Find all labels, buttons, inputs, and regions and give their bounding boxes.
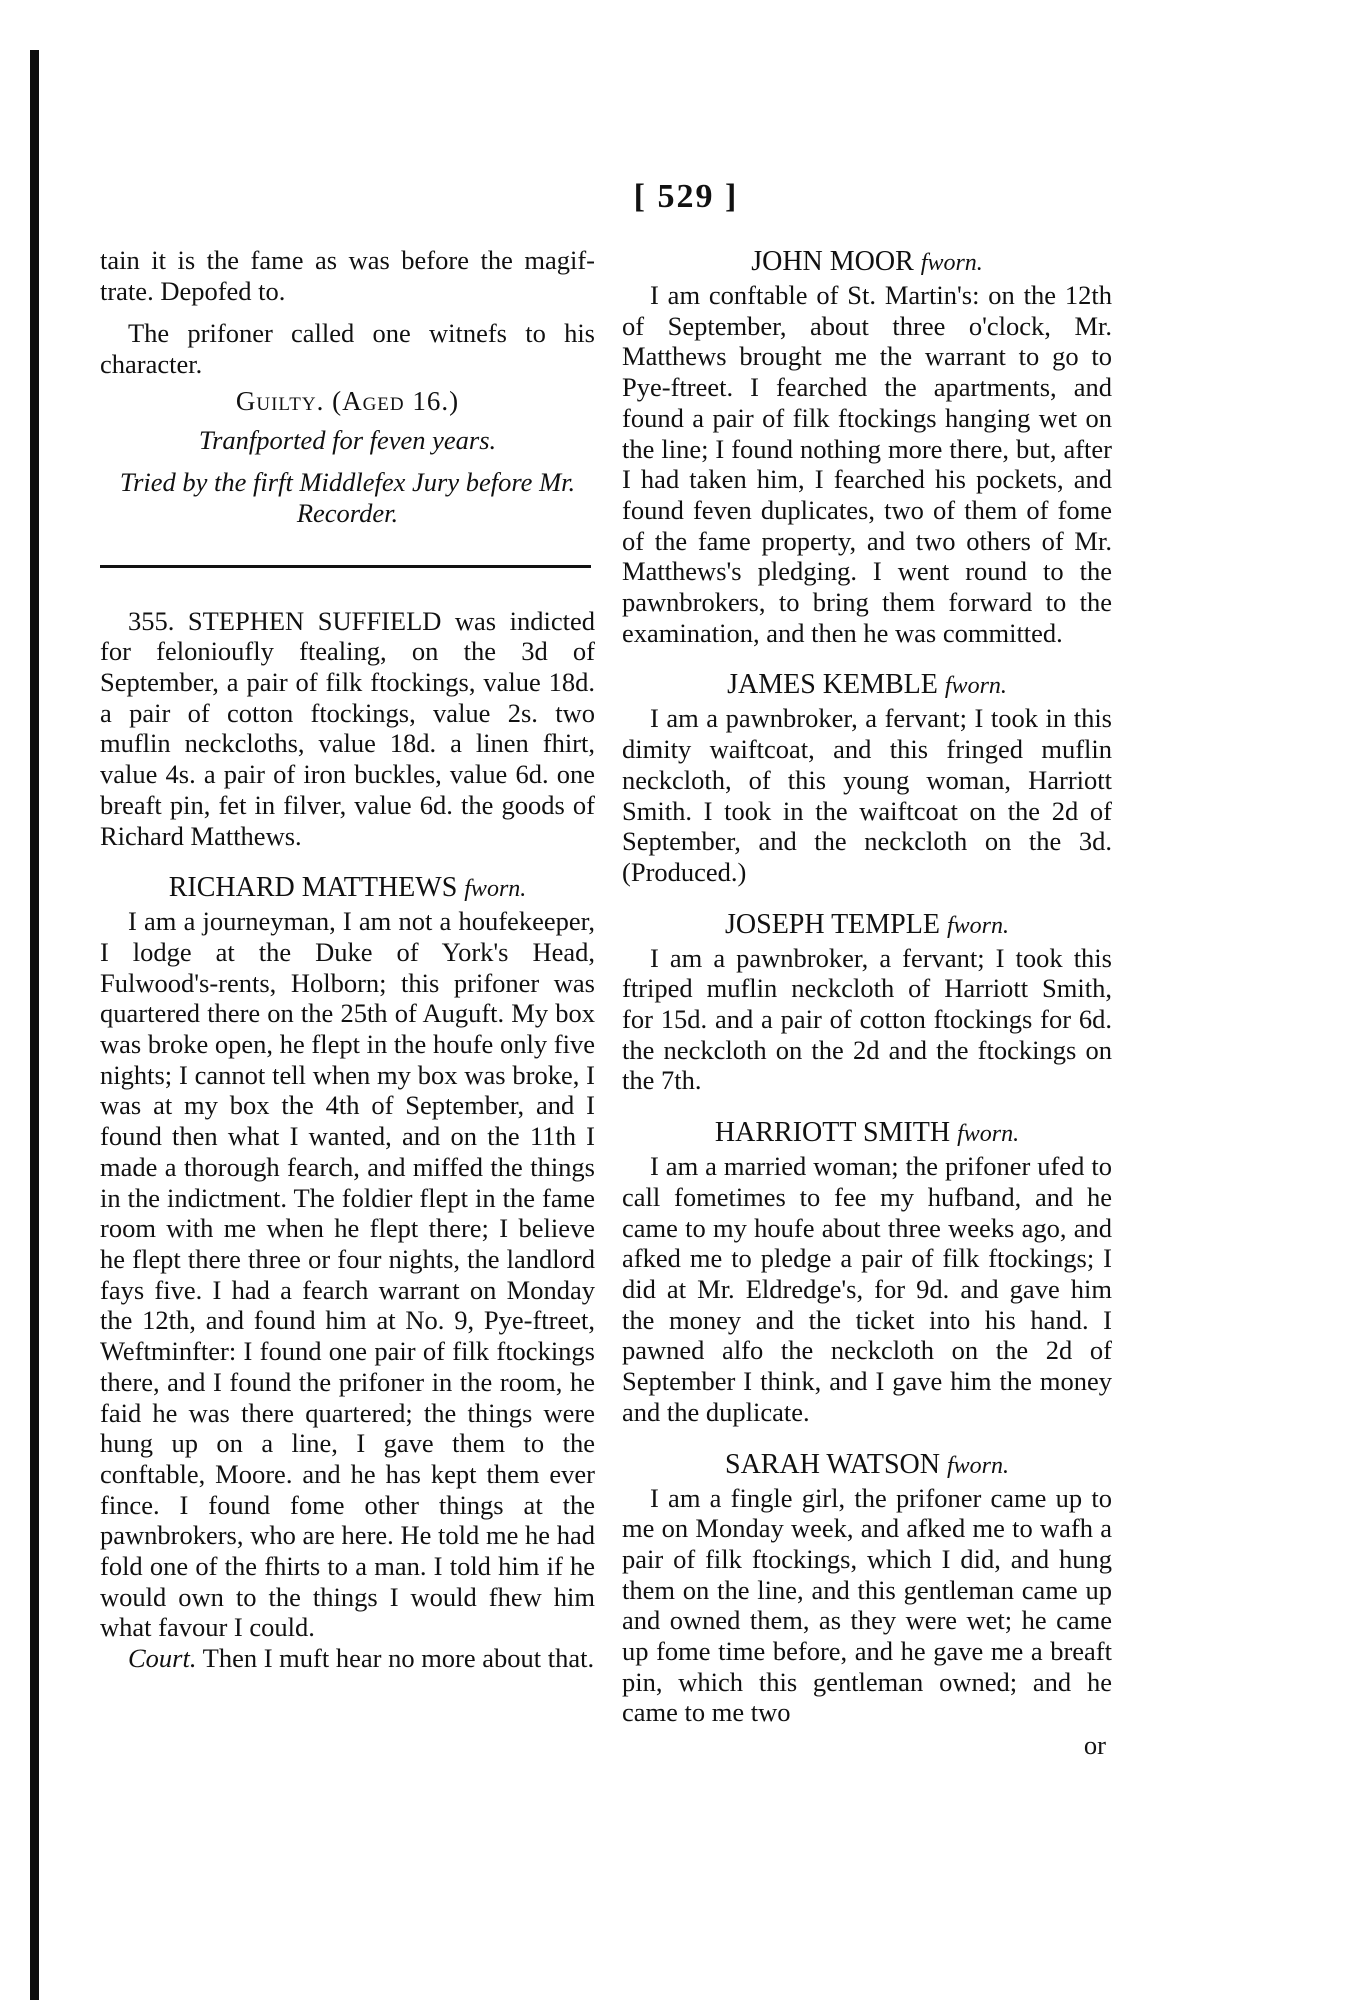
witness-name: RICHARD MATTHEWS — [168, 872, 458, 904]
court-label: Court. — [128, 1643, 197, 1674]
witness-heading-moor — [622, 245, 1112, 280]
left-column — [100, 245, 595, 1674]
verdict: Guilty. (Aged 16.) — [235, 385, 460, 416]
sworn-label: fworn. — [946, 912, 1009, 939]
sworn-label: fworn. — [957, 1121, 1020, 1148]
testimony-moor: I am conftable of St. Martin's: on the 12th of September, about three o'clock, Mr. Matthews brought me the warrant to go to Pye-ftreet. I fearched the apartments, and found a pair of filk ftockings hanging wet on the line; I found nothing more there, but, after I had taken him, I fearched his pockets, and found feven duplicates, two of them of fome of the fame property, and two others of Mr. Matthews's pledging. I went round to the pawnbrokers, to bring them forward to the examination, and then he was committed. — [622, 280, 1112, 648]
section-divider — [100, 565, 591, 568]
witness-heading-watson — [622, 1448, 1112, 1483]
testimony-watson: I am a fingle girl, the prifoner came up to me on Monday week, and afked me to wafh a pair of filk ftockings, which I did, and hung them on the line, and this gentleman came up and owned them, as they were wet; he came up fome time before, and he gave me a breaft pin, which this gentleman owned; and he came to me two — [622, 1482, 1112, 1728]
witness-name: HARRIOTT SMITH — [714, 1117, 951, 1149]
sworn-label: fworn. — [920, 250, 983, 276]
page-binding-edge — [30, 50, 39, 2000]
witness-heading-matthews — [100, 871, 595, 906]
sworn-label: fworn. — [946, 1452, 1009, 1479]
testimony-temple: I am a pawnbroker, a fervant; I took this ftriped muflin neckcloth of Harriott Smith, for 15d. and a pair of cotton ftockings for 6d. the neckcloth on the 2d and the ftockings on the 7th. — [622, 942, 1112, 1096]
witness-name: JOHN MOOR — [751, 246, 914, 277]
sworn-label: fworn. — [944, 673, 1007, 700]
court-text: Then I muft hear no more about that. — [202, 1643, 595, 1674]
page-number: [ 529 ] — [633, 178, 739, 215]
testimony-matthews: I am a journeyman, I am not a houfekeeper, I lodge at the Duke of York's Head, Fulwood's-rents, Holborn; this prifoner was quartered there on the 25th of Auguft. My box was broke open, he flept in the houfe only five nights; I cannot tell when my box was broke, I was at my box the 4th of September, and I found then what I wanted, and on the 11th I made a thorough fearch, and miffed the things in the indictment. The foldier flept in the fame room with me when he flept there; I believe he flept there three or four nights, the landlord fays five. I had a fearch warrant on Monday the 12th, and found him at No. 9, Pye-ftreet, Weftminfter: I found one pair of filk ftockings there, and I found the prifoner in the room, he faid he was there quartered; the things were hung up on a line, I gave them to the conftable, Moore. and he has kept them ever fince. I found fome other things at the pawnbrokers, who are here. He told me he had fold one of the fhirts to a man. I told him if he would own to the things I would fhew him what favour I could. — [100, 906, 595, 1643]
sworn-label: fworn. — [464, 876, 527, 903]
witness-heading-temple — [622, 908, 1112, 943]
case-indictment: 355. STEPHEN SUFFIELD was indicted for felonioufly ftealing, on the 3d of September, a pair of filk ftockings, value 18d. a pair of cotton ftockings, value 2s. two muflin neckcloths, value 18d. a linen fhirt, value 4s. a pair of iron buckles, value 6d. one breaft pin, fet in filver, value 6d. the goods of Richard Matthews. — [100, 605, 595, 851]
catchword: or — [1083, 1730, 1106, 1761]
trial-note: Tried by the firft Middlefex Jury before Mr. Recorder. — [119, 467, 576, 528]
witness-name: SARAH WATSON — [725, 1448, 940, 1480]
sentence: Tranfported for feven years. — [198, 424, 497, 455]
witness-heading-kemble — [622, 668, 1112, 703]
continued-testimony: tain it is the fame as was before the magif-trate. Depofed to. — [100, 245, 595, 306]
testimony-smith: I am a married woman; the prifoner ufed to call fometimes to fee my hufband, and he came to my houfe about three weeks ago, and afked me to pledge a pair of filk ftockings; I did at Mr. Eldredge's, for 9d. and gave him the money and the ticket into his hand. I pawned alfo the neckcloth on the 2d of September I think, and I gave him the money and the duplicate. — [622, 1151, 1112, 1427]
witness-heading-smith — [622, 1116, 1112, 1151]
witness-name: JAMES KEMBLE — [727, 669, 938, 701]
witness-name: JOSEPH TEMPLE — [725, 908, 940, 940]
right-column — [622, 245, 1112, 1761]
character-witness-note: The prifoner called one witnefs to his character. — [100, 318, 595, 380]
testimony-kemble: I am a pawnbroker, a fervant; I took in this dimity waiftcoat, and this fringed muflin neckcloth, of this young woman, Harriott Smith. I took in the waiftcoat on the 2d of September, and the neckcloth on the 3d. (Produced.) — [622, 703, 1112, 887]
court-remark — [100, 1643, 595, 1674]
